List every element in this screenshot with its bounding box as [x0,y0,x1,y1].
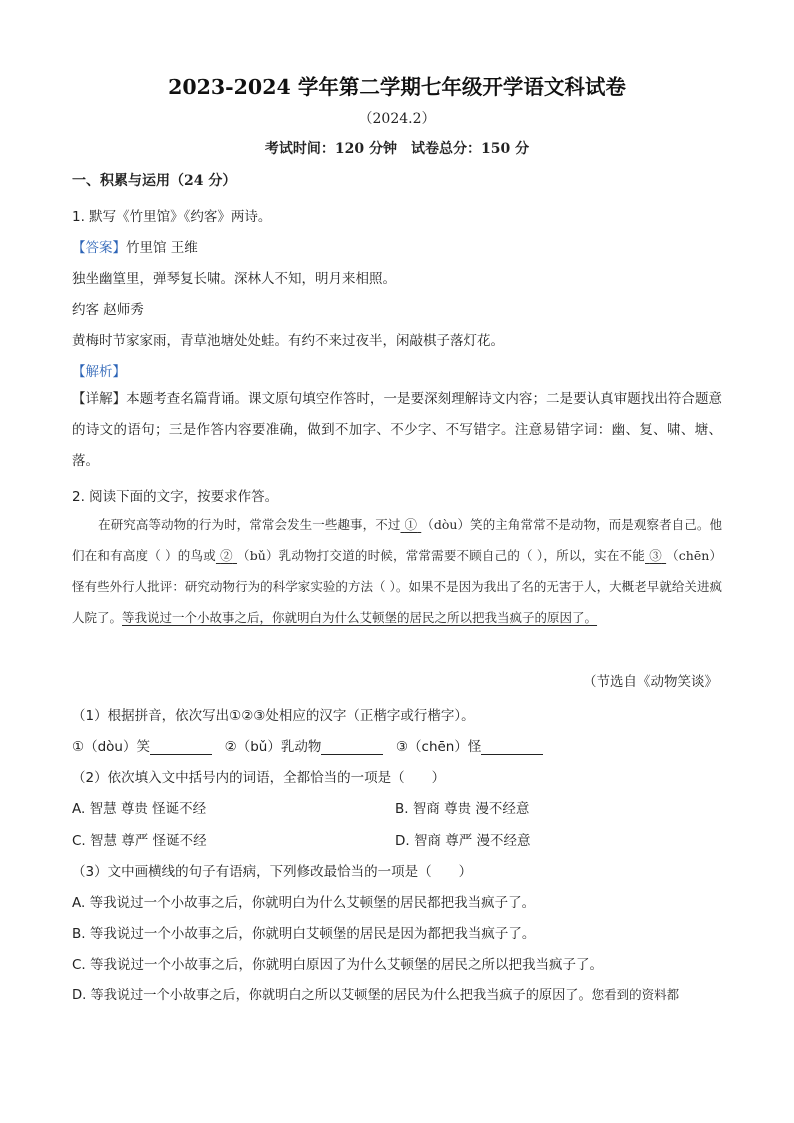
answer-tag: 【答案】 [72,240,126,256]
option-2a[interactable]: A. 智慧 尊贵 怪诞不经 [72,801,207,817]
sub-question-1: （1）根据拼音，依次写出①②③处相应的汉字（正楷字或行楷字）。 [72,708,475,724]
answer-line [72,236,198,256]
blank-marker-3: ③ [649,548,662,563]
trailing-text: 您看到的资料都 [591,987,680,1002]
passage-part-1: 在研究高等动物的行为时，常常会发生一些趣事，不过 [98,517,401,532]
exam-date: （2024.2） [358,111,436,127]
answer-blank-2[interactable] [321,740,383,755]
blank-item-3: ③（chēn）怪 [395,739,482,755]
sub-question-3: （3）文中画横线的句子有语病，下列修改最恰当的一项是（ ） [72,864,473,880]
underlined-sentence: 等我说过一个小故事之后，你就明白为什么艾顿堡的居民之所以把我当疯子的原因了。 [122,610,598,625]
sub-question-1-blanks [72,735,543,755]
reading-passage [72,509,722,633]
poem2-text: 黄梅时节家家雨，青草池塘处处蛙。有约不来过夜半，闲敲棋子落灯花。 [72,333,504,349]
blank-marker-2: ② [220,548,233,563]
option-3d[interactable]: D. 等我说过一个小故事之后，你就明白之所以艾顿堡的居民为什么把我当疯子的原因了。 [72,988,592,1003]
blank-item-2: ②（bǔ）乳动物 [224,739,322,755]
analysis-tag: 【解析】 [72,364,126,380]
passage-part-3: （bǔ）乳动物打交道的时候，常常需要不顾自己的（ ），所以，实在不能 [237,548,645,563]
option-3b[interactable]: B. 等我说过一个小故事之后，你就明白艾顿堡的居民是因为都把我当疯子了。 [72,926,536,942]
passage-part-4: （chēn）怪有些外行人批评：研究动物行为的科学家实验的方法（ ）。如果不是因为我出了名的无害于人，大概老早就给关进疯人院了。 [72,548,722,625]
question-1-stem: 1. 默写《竹里馆》《约客》两诗。 [72,209,272,225]
option-3d-line [72,984,679,1003]
sub-question-2: （2）依次填入文中括号内的词语，全都恰当的一项是（ ） [72,770,446,786]
poem1-text: 独坐幽篁里，弹琴复长啸。深林人不知，明月来相照。 [72,271,396,287]
answer-poem1-title: 竹里馆 王维 [126,240,198,256]
answer-blank-1[interactable] [150,740,212,755]
passage-part-2: （dòu）笑的主角常常不是动物，而是观察者自己。他们在和有高度（ ）的鸟或 [72,517,722,563]
poem2-title: 约客 赵师秀 [72,302,144,318]
option-2c[interactable]: C. 智慧 尊严 怪诞不经 [72,833,207,849]
blank-item-1: ①（dòu）笑 [72,739,150,755]
exam-title: 2023-2024 学年第二学期七年级开学语文科试卷 [168,75,626,99]
exam-info: 考试时间：120 分钟 试卷总分：150 分 [264,141,530,157]
question-2-stem: 2. 阅读下面的文字，按要求作答。 [72,489,279,505]
option-3a[interactable]: A. 等我说过一个小故事之后，你就明白为什么艾顿堡的居民都把我当疯子了。 [72,895,536,911]
option-2b[interactable]: B. 智商 尊贵 漫不经意 [395,801,530,817]
detail-tag: 【详解】 [72,391,127,407]
detail-paragraph [72,384,722,477]
answer-blank-3[interactable] [481,740,543,755]
blank-marker-1: ① [404,517,418,532]
section-heading: 一、积累与运用（24 分） [72,173,237,189]
option-2d[interactable]: D. 智商 尊严 漫不经意 [395,833,531,849]
detail-text: 本题考查名篇背诵。课文原句填空作答时，一是要深刻理解诗文内容；二是要认真审题找出符合题意的诗文的语句；三是作答内容要准确，做到不加字、不少字、不写错字。注意易错字词：幽、复、啸、塘、落。 [72,391,723,469]
passage-source: （节选自《动物笑谈》 [583,674,718,690]
option-3c[interactable]: C. 等我说过一个小故事之后，你就明白原因了为什么艾顿堡的居民之所以把我当疯子了。 [72,957,604,973]
